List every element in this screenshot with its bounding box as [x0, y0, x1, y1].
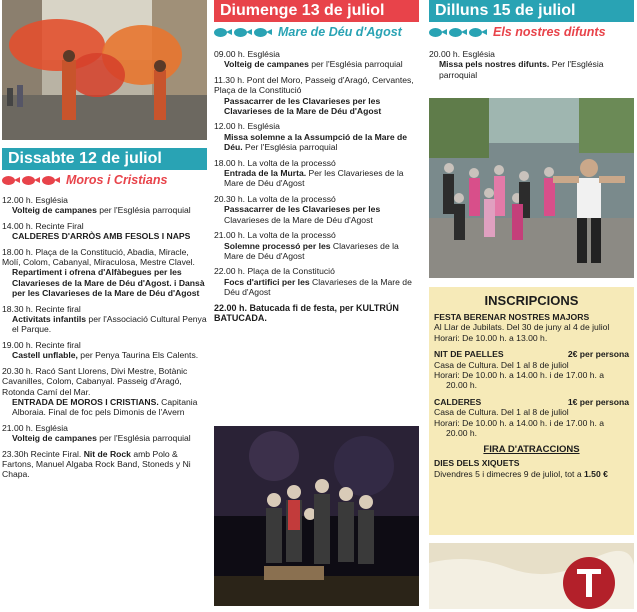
event: 18.00 h. Plaça de la Constitució, Abadia, Miracle, Molí, Colom, Cabanyal, Miraculosa, Mestre Clavel. Repartiment i ofrena d'Alfàbegues per les Clavarieses de la Mare de Déu d'Agost. i Dansà per les Clavarieses de la Mare de Déu d'Agost	[2, 246, 205, 299]
fish-icon	[429, 28, 487, 37]
monday-subtitle: Els nostres difunts	[493, 25, 606, 39]
event: 22.00 h. Batucada fi de festa, per KULTRÚN BATUCADA.	[214, 302, 399, 323]
calderes-block: CALDERES 1€ per persona Casa de Cultura. Del 1 al 8 de juliol Horari: De 10.00 h. a 14.00 h. i de 17.00 h. a 20.00 h.	[434, 396, 629, 439]
event: 18.00 h. La volta de la processó Entrada de la Murta. Per les Clavarieses de la Mare de Déu d'Agost	[214, 157, 404, 189]
event: 21.00 h. La volta de la processó Solemne processó per les Clavarieses de la Mare de Déu d'Agost	[214, 230, 399, 261]
monday-header: Dilluns 15 de juliol	[429, 0, 634, 22]
band-photo	[214, 426, 419, 606]
saturday-subtitle-row	[2, 171, 207, 189]
event: 19.00 h. Recinte firal Castell unflable, per Penya Taurina Els Calents.	[2, 339, 199, 361]
event: 22.00 h. Plaça de la Constitució Focs d'artifici per les Clavarieses de la Mare de Déu d'Agost	[214, 266, 412, 298]
event: 12.00 h. Església Missa solemne a la Assumpció de la Mare de Déu. Per l'Església parroquial	[214, 121, 408, 153]
xiquets-block: DIES DELS XIQUETS Divendres 5 i dimecres 9 de juliol, tot a 1.50 €	[434, 458, 608, 479]
monday-column	[429, 0, 634, 479]
paelles-block: NIT DE PAELLES 2€ per persona Casa de Cultura. Del 1 al 8 de juliol Horari: De 10.00 h. a 14.00 h. i de 17.00 h. a 20.00 h.	[434, 349, 629, 391]
inscriptions-box	[429, 287, 634, 535]
monday-subtitle-row	[429, 23, 634, 41]
event: 14.00 h. Recinte Firal CALDERES D'ARRÒS AMB FESOLS I NAPS	[2, 220, 191, 242]
inscriptions-title: INSCRIPCIONS	[484, 293, 579, 308]
berenar-block: FESTA BERENAR NOSTRES MAJORS Al Llar de Jubilats. Del 30 de juny al 4 de juliol Horari: De 10.00 h. a 13.00 h.	[434, 312, 610, 343]
fish-icon	[214, 28, 272, 37]
logo-photo	[429, 543, 634, 609]
sunday-column	[214, 0, 419, 328]
event: 20.00 h. Església Missa pels nostres difunts. Per l'Església parroquial	[429, 49, 604, 80]
saturday-header: Dissabte 12 de juliol	[2, 148, 207, 170]
event: 20.30 h. Racó Sant Llorens, Divi Mestre, Botànic Cavanilles, Colom, Cabanyal. Passeig d'Aragó, Rotonda Camí del Mar. ENTRADA DE MOROS I CRISTIANS. Capitania Alboraia. Final de foc pels Dimonis de l'Avern	[2, 365, 198, 418]
event: 12.00 h. Església Volteig de campanes per l'Església parroquial	[2, 195, 191, 216]
fish-icon	[2, 176, 60, 185]
dance-class-photo	[429, 98, 634, 278]
event: 20.30 h. La volta de la processó Passacarrer de les Clavarieses per les Clavarieses de la Mare de Déu d'Agost	[214, 193, 381, 225]
event: 11.30 h. Pont del Moro, Passeig d'Aragó, Cervantes, Plaça de la Constitució Passacarrer de les Clavarieses per les Clavarieses de la Mare de Déu d'Agost	[214, 74, 414, 117]
event: 18.30 h. Recinte firal Activitats infantils per l'Associació Cultural Penya el Parque.	[2, 303, 207, 335]
fira-title: FIRA D'ATRACCIONS	[483, 444, 580, 456]
saturday-subtitle: Moros i Cristians	[66, 173, 168, 187]
dancers-photo	[2, 0, 207, 140]
event: 23.30h Recinte Firal. Nit de Rock amb Polo & Fartons, Manuel Algaba Rock Band, Stoneds y Ni Chapa.	[2, 448, 191, 480]
sunday-header: Diumenge 13 de juliol	[214, 0, 419, 22]
sunday-subtitle: Mare de Déu d'Agost	[278, 25, 402, 39]
event: 09.00 h. Església Volteig de campanes per l'Església parroquial	[214, 49, 403, 70]
event: 21.00 h. Església Volteig de campanes per l'Església parroquial	[2, 422, 191, 444]
sunday-subtitle-row	[214, 23, 419, 41]
